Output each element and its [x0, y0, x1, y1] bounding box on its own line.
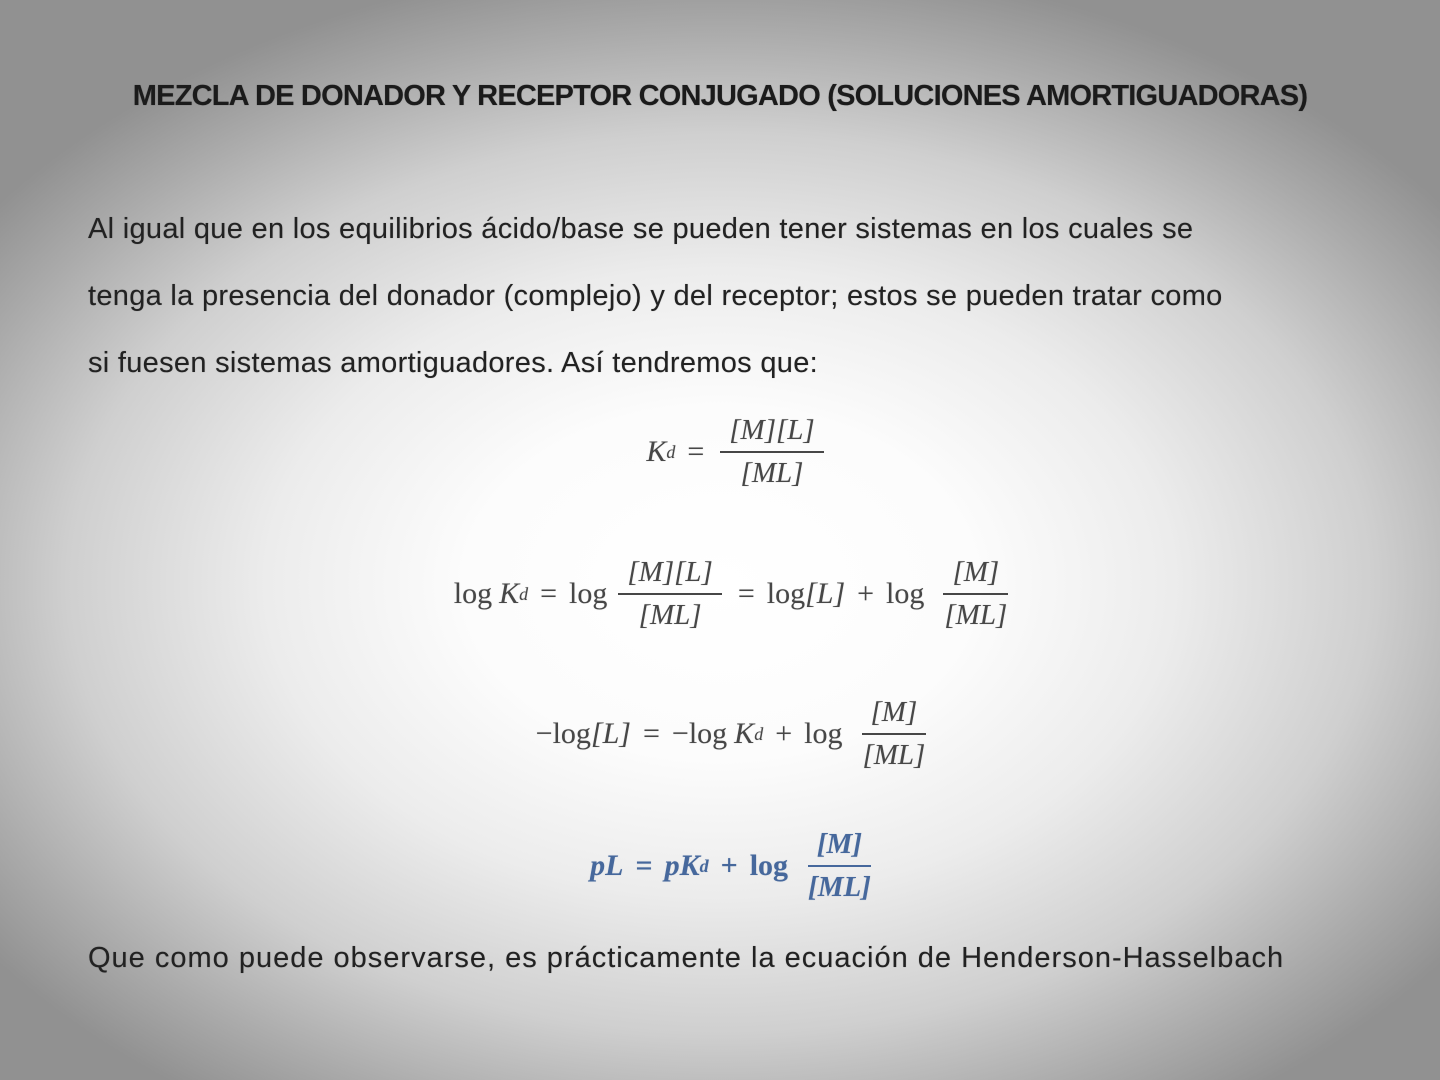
plus-sign: +	[720, 849, 738, 882]
fraction-denominator: [ML]	[808, 871, 871, 903]
fraction-numerator: [M][L]	[720, 414, 823, 453]
log-operator: log	[688, 717, 728, 750]
fraction	[618, 556, 721, 632]
fraction-numerator: [M]	[943, 556, 1008, 595]
equation-pl-henderson: pL = pK d + log $\frac{[M]}{[ML]}$	[0, 828, 1440, 904]
equals-sign: =	[540, 577, 558, 610]
fraction-denominator: [ML]	[638, 599, 702, 631]
pl-symbol: pL	[590, 849, 624, 882]
equals-sign: =	[737, 577, 755, 610]
log-operator: log	[804, 717, 843, 750]
fraction-numerator: [M][L]	[618, 556, 721, 595]
paragraph-line: tenga la presencia del donador (complejo) y del receptor; estos se pueden tratar como	[88, 280, 1223, 312]
fraction	[853, 696, 934, 772]
fraction-denominator: [ML]	[740, 457, 804, 489]
fraction-denominator: [ML]	[862, 739, 926, 771]
ligand-term: [L]	[805, 577, 846, 610]
fraction	[799, 828, 880, 904]
minus-sign: −	[535, 717, 553, 750]
equals-sign: =	[642, 717, 660, 750]
equation-kd-definition: K d = $\frac{[M][L]}{[ML]}$	[0, 414, 1440, 490]
page-title: MEZCLA DE DONADOR Y RECEPTOR CONJUGADO (SOLUCIONES AMORTIGUADORAS)	[132, 80, 1308, 112]
math-k-symbol: K	[734, 717, 755, 750]
intro-paragraph	[88, 196, 1388, 397]
log-operator: log	[569, 577, 608, 610]
minus-sign: −	[671, 717, 689, 750]
equation-log-kd: log K d = log $\frac{[M][L]}{[ML]}$ = log [L] + log $\frac{[M]}{[ML]}$	[0, 556, 1440, 632]
plus-sign: +	[775, 717, 793, 750]
math-k-symbol: K	[646, 435, 667, 468]
log-operator: log	[766, 577, 806, 610]
paragraph-line: si fuesen sistemas amortiguadores. Así tendremos que:	[88, 347, 818, 379]
equals-sign: =	[687, 435, 705, 468]
log-operator: log	[749, 849, 789, 882]
log-operator: log	[552, 717, 591, 750]
fraction-numerator: [M]	[862, 696, 927, 735]
paragraph-line: Al igual que en los equilibrios ácido/base se pueden tener sistemas en los cuales se	[88, 213, 1194, 245]
conclusion-text: Que como puede observarse, es prácticamente la ecuación de Henderson-Hasselbach	[88, 942, 1285, 974]
fraction	[935, 556, 1016, 632]
log-operator: log	[453, 577, 493, 610]
math-k-symbol: K	[499, 577, 520, 610]
pk-symbol: pK	[664, 849, 700, 882]
ligand-term: [L]	[590, 717, 631, 750]
log-operator: log	[886, 577, 925, 610]
fraction	[720, 414, 823, 490]
fraction-denominator: [ML]	[944, 599, 1008, 631]
equation-neg-log-l: − log [L] = − log K d + log $\frac{[M]}{[ML]}$	[0, 696, 1440, 772]
equals-sign: =	[635, 849, 653, 882]
fraction-numerator: [M]	[808, 828, 871, 867]
plus-sign: +	[857, 577, 875, 610]
